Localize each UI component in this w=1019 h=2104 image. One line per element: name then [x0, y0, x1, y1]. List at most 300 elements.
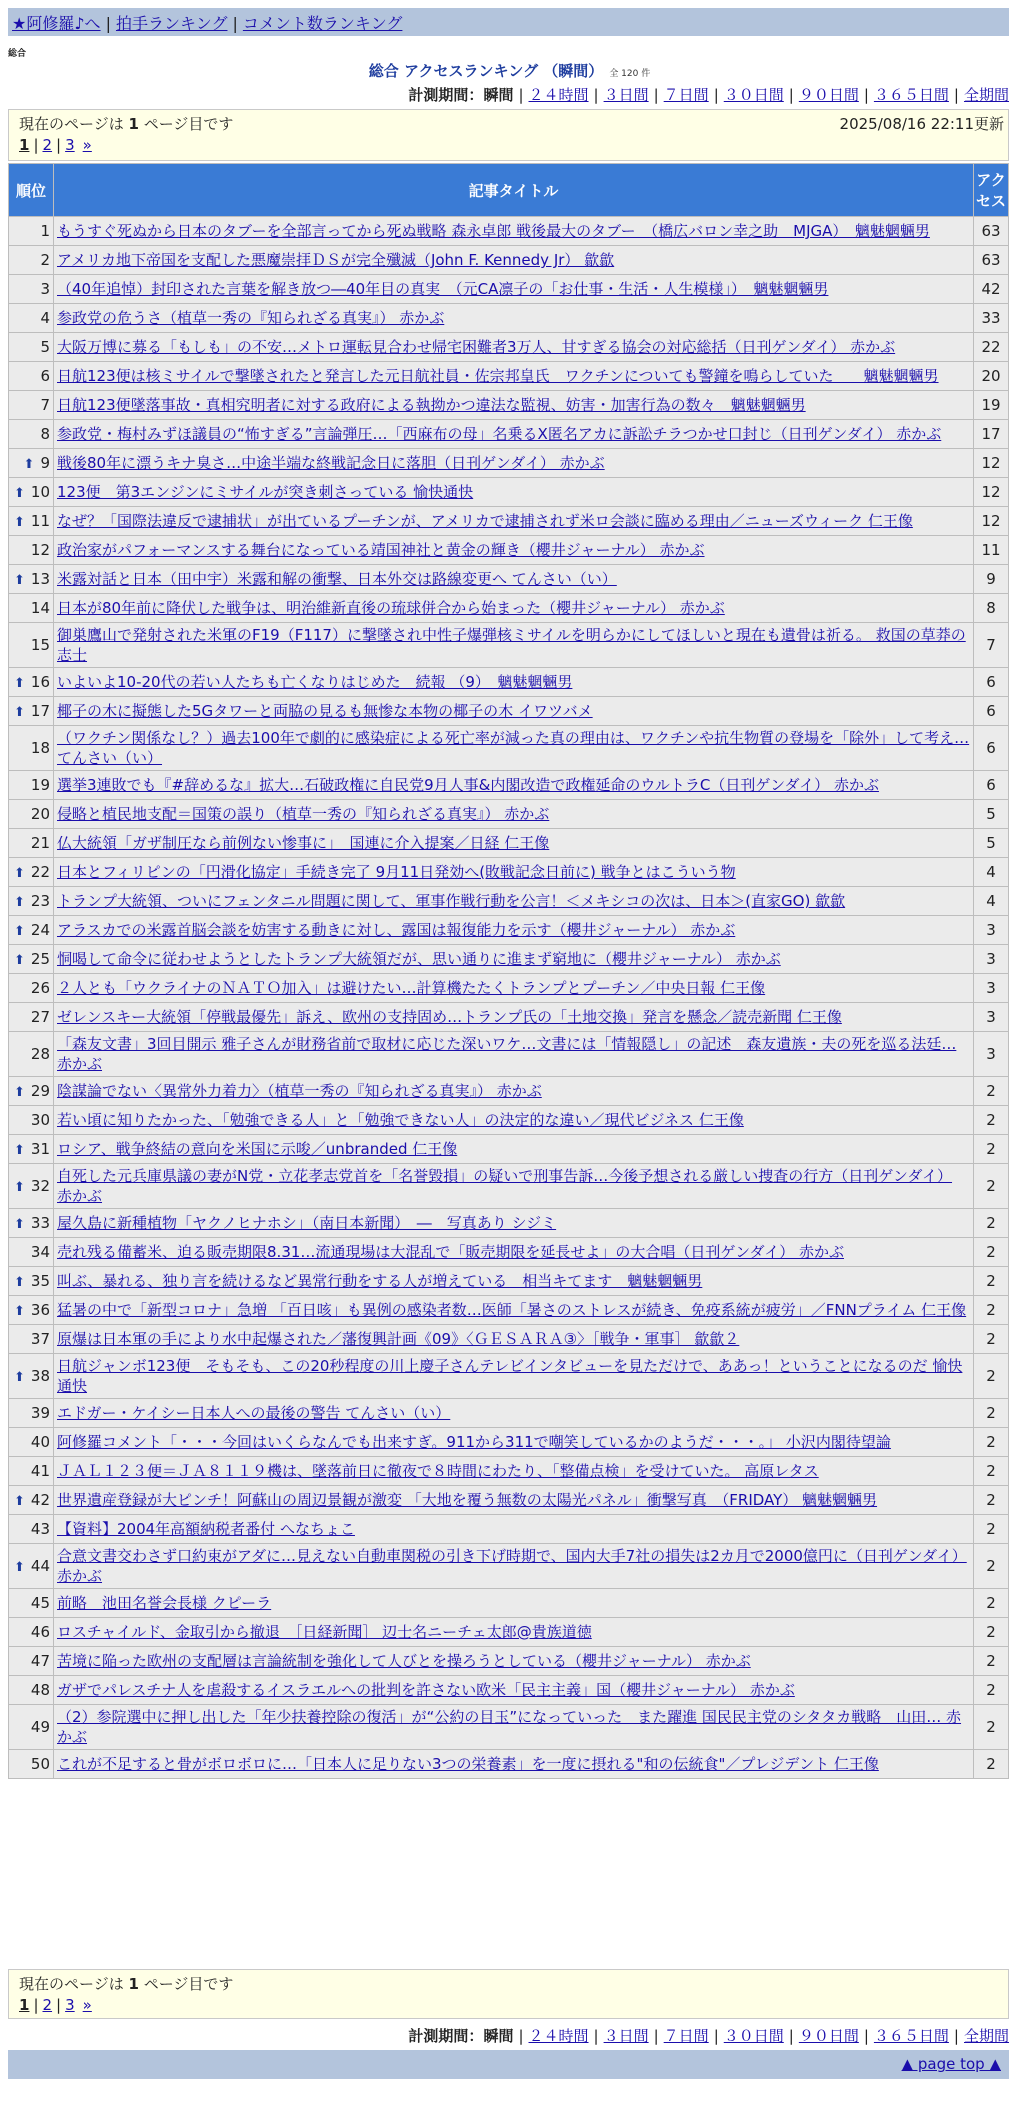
access-count: 2	[974, 1486, 1009, 1515]
title-cell	[54, 507, 974, 536]
rank-number: 25	[30, 950, 50, 968]
rank-number: 28	[30, 1045, 50, 1063]
rank-cell	[9, 391, 54, 420]
article-title-link[interactable]: ２人とも「ウクライナのＮＡＴＯ加入」は避けたい…計算機たたくトランプとプーチン／中央日報 仁王像	[57, 979, 766, 997]
title-cell	[54, 697, 974, 726]
access-count: 2	[974, 1428, 1009, 1457]
updated-timestamp: 2025/08/16 22:11更新	[839, 115, 1004, 133]
title-cell	[54, 1544, 974, 1589]
page-top-link[interactable]: ▲ page top ▲	[901, 2055, 1001, 2073]
rank-cell	[9, 1428, 54, 1457]
access-count: 2	[974, 1238, 1009, 1267]
page-links	[19, 1996, 998, 2014]
title-cell	[54, 246, 974, 275]
title-cell	[54, 1003, 974, 1032]
article-title-link[interactable]: 日本が80年前に降伏した戦争は、明治維新直後の琉球併合から始まった（櫻井ジャーナル） 赤かぶ	[57, 599, 725, 617]
period-separator: |	[863, 2027, 869, 2045]
rank-cell	[9, 829, 54, 858]
access-count: 12	[974, 507, 1009, 536]
period-selector-bottom	[408, 2025, 1009, 2046]
rank-cell	[9, 1238, 54, 1267]
rank-number: 24	[30, 921, 50, 939]
title-cell	[54, 536, 974, 565]
access-count: 2	[974, 1354, 1009, 1399]
access-count: 42	[974, 275, 1009, 304]
table-row	[9, 771, 1009, 800]
title-cell	[54, 1457, 974, 1486]
table-row	[9, 829, 1009, 858]
up-arrow-icon: ⬆	[14, 515, 25, 530]
up-arrow-icon: ⬆	[14, 1180, 25, 1195]
access-count: 2	[974, 1589, 1009, 1618]
title-cell	[54, 594, 974, 623]
up-arrow-icon: ⬆	[14, 953, 25, 968]
title-cell	[54, 1399, 974, 1428]
rank-number: 38	[30, 1367, 50, 1385]
nav-separator: |	[105, 14, 111, 33]
access-count: 6	[974, 726, 1009, 771]
page-link-1[interactable]: 1	[19, 136, 30, 154]
period-separator: |	[863, 86, 869, 104]
table-row	[9, 1296, 1009, 1325]
article-title-link[interactable]: 陰謀論でない〈異常外力着力〉（植草一秀の『知られざる真実』） 赤かぶ	[57, 1082, 542, 1100]
table-row	[9, 478, 1009, 507]
rank-cell	[9, 565, 54, 594]
article-title-link[interactable]: 屋久島に新種植物「ヤクノヒナホシ」（南日本新聞） ― 写真あり シジミ	[57, 1214, 557, 1232]
access-count: 2	[974, 1135, 1009, 1164]
article-title-link[interactable]: ガザでパレスチナ人を虐殺するイスラエルへの批判を許さない欧米「民主主義」国（櫻井ジャーナル） 赤かぶ	[57, 1681, 795, 1699]
rank-cell	[9, 449, 54, 478]
up-arrow-icon: ⬆	[14, 924, 25, 939]
rank-number: 39	[30, 1404, 50, 1422]
access-count: 4	[974, 887, 1009, 916]
rank-number: 42	[30, 1491, 50, 1509]
rank-number: 1	[40, 222, 50, 240]
home-link[interactable]: ★阿修羅♪へ	[12, 14, 101, 33]
access-count: 2	[974, 1106, 1009, 1135]
table-row	[9, 1647, 1009, 1676]
rank-number: 50	[30, 1755, 50, 1773]
pager-status	[19, 1973, 998, 1994]
article-title-link[interactable]: 日航123便墜落事故・真相究明者に対する政府による執拗かつ違法な監視、妨害・加害行為の数々 魑魅魍魎男	[57, 396, 806, 414]
article-title-link[interactable]: アメリカ地下帝国を支配した悪魔崇拝ＤＳが完全殲滅（John F. Kennedy Jr） 歙歙	[57, 251, 615, 269]
rank-cell	[9, 1106, 54, 1135]
rank-number: 13	[30, 570, 50, 588]
article-title-link[interactable]: 米露対話と日本（田中宇）米露和解の衝撃、日本外交は路線変更へ てんさい（い）	[57, 570, 617, 588]
rank-cell	[9, 478, 54, 507]
rank-cell	[9, 1515, 54, 1544]
title-cell	[54, 1267, 974, 1296]
access-count: 3	[974, 1003, 1009, 1032]
pager-current-page: 1	[128, 115, 139, 133]
rank-cell	[9, 1544, 54, 1589]
rank-number: 16	[30, 673, 50, 691]
article-title-link[interactable]: 日航123便は核ミサイルで撃墜されたと発言した元日航社員・佐宗邦皇氏 ワクチンについても警鐘を鳴らしていた 魑魅魍魎男	[57, 367, 939, 385]
pager-top	[8, 109, 1009, 161]
up-arrow-icon: ⬆	[14, 1143, 25, 1158]
table-row	[9, 1032, 1009, 1077]
access-count: 5	[974, 800, 1009, 829]
page-separator: |	[56, 136, 62, 154]
period-link-5[interactable]: ３６５日間	[873, 86, 949, 104]
period-separator: |	[653, 86, 659, 104]
table-row	[9, 623, 1009, 668]
table-row	[9, 1676, 1009, 1705]
page-title: 総合 アクセスランキング （瞬間）	[368, 62, 604, 80]
title-cell	[54, 449, 974, 478]
up-arrow-icon: ⬆	[14, 573, 25, 588]
table-row	[9, 1544, 1009, 1589]
next-page-link[interactable]: »	[82, 1996, 92, 2014]
article-title-link[interactable]: もうすぐ死ぬから日本のタブーを全部言ってから死ぬ戦略 森永卓郎 戦後最大のタブー （橋広バロン幸之助 MJGA） 魑魅魍魎男	[57, 222, 930, 240]
article-title-link[interactable]: ゼレンスキー大統領「停戦最優先」訴え、欧州の支持固め…トランプ氏の「土地交換」発言を懸念／読売新聞 仁王像	[57, 1008, 842, 1026]
table-row	[9, 1267, 1009, 1296]
title-cell	[54, 1515, 974, 1544]
up-arrow-icon: ⬆	[14, 1217, 25, 1232]
table-row	[9, 1589, 1009, 1618]
access-count: 8	[974, 594, 1009, 623]
article-title-link[interactable]: 合意文書交わさず口約束がアダに…見えない自動車関税の引き下げ時期で、国内大手7社の損失は2カ月で2000億円に（日刊ゲンダイ） 赤かぶ	[57, 1547, 967, 1585]
article-title-link[interactable]: （ワクチン関係なし？）過去100年で劇的に感染症による死亡率が減った真の理由は、ワクチンや抗生物質の登場を「除外」して考え… てんさい（い）	[57, 729, 970, 767]
period-separator: |	[593, 86, 599, 104]
article-title-link[interactable]: 叫ぶ、暴れる、独り言を続けるなど異常行動をする人が増えている 相当キてます 魑魅魍魎男	[57, 1272, 703, 1290]
article-title-link[interactable]: 大阪万博に募る「もしも」の不安…メトロ運転見合わせ帰宅困難者3万人、甘すぎる協会の対応総括（日刊ゲンダイ） 赤かぶ	[57, 338, 896, 356]
article-title-link[interactable]: これが不足すると骨がボロボロに…「日本人に足りない3つの栄養素」を一度に摂れる"和の伝統食"／プレジデント 仁王像	[57, 1755, 879, 1773]
title-cell	[54, 333, 974, 362]
access-count: 33	[974, 304, 1009, 333]
rank-cell	[9, 1003, 54, 1032]
article-title-link[interactable]: 苦境に陥った欧州の支配層は言論統制を強化して人びとを操ろうとしている（櫻井ジャーナル） 赤かぶ	[57, 1652, 751, 1670]
page-separator: |	[33, 136, 39, 154]
access-count: 2	[974, 1325, 1009, 1354]
rank-number: 46	[30, 1623, 50, 1641]
period-link-5[interactable]: ３６５日間	[873, 2027, 949, 2045]
rank-number: 4	[40, 309, 50, 327]
access-count: 17	[974, 420, 1009, 449]
access-count: 7	[974, 623, 1009, 668]
rank-cell	[9, 304, 54, 333]
rank-cell	[9, 1267, 54, 1296]
article-title-link[interactable]: 政治家がパフォーマンスする舞台になっている靖国神社と黄金の輝き（櫻井ジャーナル） 赤かぶ	[57, 541, 705, 559]
clap-ranking-link[interactable]: 拍手ランキング	[115, 14, 228, 33]
rank-cell	[9, 945, 54, 974]
article-title-link[interactable]: 【資料】2004年高額納税者番付 へなちょこ	[57, 1520, 355, 1538]
up-arrow-icon: ⬆	[14, 895, 25, 910]
rank-number: 32	[30, 1177, 50, 1195]
rank-number: 7	[40, 396, 50, 414]
article-title-link[interactable]: トランプ大統領、ついにフェンタニル問題に関して、軍事作戦行動を公言！＜メキシコの次は、日本＞(直家GO) 歙歙	[57, 892, 846, 910]
up-arrow-icon: ⬆	[23, 457, 35, 472]
page-links	[19, 136, 998, 154]
access-count: 6	[974, 697, 1009, 726]
table-row	[9, 1618, 1009, 1647]
access-count: 2	[974, 1750, 1009, 1779]
article-title-link[interactable]: 戦後80年に漂うキナ臭さ…中途半端な終戦記念日に落胆（日刊ゲンダイ） 赤かぶ	[57, 454, 605, 472]
access-count: 20	[974, 362, 1009, 391]
up-arrow-icon: ⬆	[14, 1304, 25, 1319]
access-count: 2	[974, 1457, 1009, 1486]
table-row	[9, 1705, 1009, 1750]
page-link-2[interactable]: 2	[42, 1996, 53, 2014]
top-nav-bar	[8, 8, 1009, 36]
rank-cell	[9, 1354, 54, 1399]
article-title-link[interactable]: エドガー・ケイシー日本人への最後の警告 てんさい（い）	[57, 1404, 451, 1422]
table-row	[9, 1486, 1009, 1515]
category-label: 総合	[8, 49, 27, 59]
rank-number: 22	[30, 863, 50, 881]
access-count: 4	[974, 858, 1009, 887]
rank-number: 11	[30, 512, 50, 530]
rank-number: 10	[30, 483, 50, 501]
table-row	[9, 449, 1009, 478]
article-title-link[interactable]: ＪＡＬ１２３便＝ＪＡ８１１９機は、墜落前日に徹夜で８時間にわたり、「整備点検」を受けていた。 高原レタス	[57, 1462, 819, 1480]
table-row	[9, 594, 1009, 623]
rank-number: 48	[30, 1681, 50, 1699]
bottom-bar	[8, 2050, 1009, 2079]
title-cell	[54, 1164, 974, 1209]
up-arrow-icon: ⬆	[14, 1494, 25, 1509]
title-cell	[54, 1618, 974, 1647]
table-row	[9, 391, 1009, 420]
access-count: 6	[974, 771, 1009, 800]
period-separator: |	[713, 86, 719, 104]
article-title-link[interactable]: アラスカでの米露首脳会談を妨害する動きに対し、露国は報復能力を示す（櫻井ジャーナル） 赤かぶ	[57, 921, 736, 939]
title-cell	[54, 304, 974, 333]
period-link-4[interactable]: ９０日間	[798, 2027, 859, 2045]
rank-number: 47	[30, 1652, 50, 1670]
up-arrow-icon: ⬆	[14, 1560, 25, 1575]
rank-cell	[9, 726, 54, 771]
access-count: 22	[974, 333, 1009, 362]
title-cell	[54, 275, 974, 304]
rank-cell	[9, 1135, 54, 1164]
rank-cell	[9, 668, 54, 697]
rank-cell	[9, 800, 54, 829]
period-link-2[interactable]: ７日間	[663, 2027, 709, 2045]
title-cell	[54, 1589, 974, 1618]
title-cell	[54, 1705, 974, 1750]
period-selector-top	[408, 84, 1009, 105]
title-cell	[54, 771, 974, 800]
title-cell	[54, 1296, 974, 1325]
article-title-link[interactable]: 仏大統領「ガザ制圧なら前例ない惨事に」 国連に介入提案／日経 仁王像	[57, 834, 550, 852]
comment-ranking-link[interactable]: コメント数ランキング	[242, 14, 403, 33]
article-title-link[interactable]: ロスチャイルド、金取引から撤退 ［日経新聞］ 辺士名ニーチェ太郎@貴族道徳	[57, 1623, 592, 1641]
article-title-link[interactable]: 売れ残る備蓄米、迫る販売期限8.31…流通現場は大混乱で「販売期限を延長せよ」の大合唱（日刊ゲンダイ） 赤かぶ	[57, 1243, 844, 1261]
article-title-link[interactable]: いよいよ10-20代の若い人たちも亡くなりはじめた 続報 （9） 魑魅魍魎男	[57, 673, 573, 691]
next-page-link[interactable]: »	[82, 136, 92, 154]
title-cell	[54, 391, 974, 420]
period-link-1[interactable]: ３日間	[603, 2027, 649, 2045]
table-row	[9, 1209, 1009, 1238]
table-row	[9, 1135, 1009, 1164]
access-count: 5	[974, 829, 1009, 858]
rank-cell	[9, 1325, 54, 1354]
page-link-3[interactable]: 3	[65, 136, 75, 154]
col-header-access: アクセス	[974, 164, 1009, 217]
rank-number: 23	[30, 892, 50, 910]
rank-cell	[9, 1077, 54, 1106]
rank-number: 33	[30, 1214, 50, 1232]
article-title-link[interactable]: 阿修羅コメント「・・・今回はいくらなんでも出来すぎ。911から311で嘲笑しているかのようだ・・・。」 小沢内閣待望論	[57, 1433, 891, 1451]
title-cell	[54, 623, 974, 668]
rank-cell	[9, 246, 54, 275]
page-separator: |	[33, 1996, 39, 2014]
article-title-link[interactable]: （40年追悼）封印された言葉を解き放つ―40年目の真実 （元CA凛子の「お仕事・生活・人生模様」） 魑魅魍魎男	[57, 280, 829, 298]
title-cell	[54, 1428, 974, 1457]
table-row	[9, 1003, 1009, 1032]
up-arrow-icon: ⬆	[14, 676, 25, 691]
table-row	[9, 246, 1009, 275]
rank-number: 40	[30, 1433, 50, 1451]
table-row	[9, 945, 1009, 974]
article-title-link[interactable]: 日本とフィリピンの「円滑化協定」手続き完了 9月11日発効へ(敗戦記念日前に) 戦争とはこういう物	[57, 863, 736, 881]
article-title-link[interactable]: （2）参院選中に押し出した「年少扶養控除の復活」が“公約の目玉”になっていった また躍進 国民民主党のシタタカ戦略 山田… 赤かぶ	[57, 1708, 962, 1746]
title-cell	[54, 1750, 974, 1779]
title-cell	[54, 1647, 974, 1676]
rank-cell	[9, 594, 54, 623]
period-separator: |	[518, 2027, 524, 2045]
up-arrow-icon: ⬆	[14, 1275, 25, 1290]
article-title-link[interactable]: 123便 第3エンジンにミサイルが突き刺さっている 愉快通快	[57, 483, 474, 501]
rank-number: 35	[30, 1272, 50, 1290]
article-title-link[interactable]: なぜ？「国際法違反で逮捕状」が出ているプーチンが、アメリカで逮捕されず米ロ会談に臨める理由／ニューズウィーク 仁王像	[57, 512, 913, 530]
rank-cell	[9, 1457, 54, 1486]
title-cell	[54, 800, 974, 829]
rank-number: 14	[30, 599, 50, 617]
period-separator: |	[518, 86, 524, 104]
article-title-link[interactable]: 日航ジャンボ123便 そもそも、この20秒程度の川上慶子さんテレビインタビューを見ただけで、ああっ！ということになるのだ 愉快通快	[57, 1357, 963, 1395]
table-row	[9, 1515, 1009, 1544]
table-row	[9, 333, 1009, 362]
rank-cell	[9, 536, 54, 565]
period-separator: |	[953, 2027, 959, 2045]
rank-cell	[9, 217, 54, 246]
title-cell	[54, 420, 974, 449]
period-link-1[interactable]: ３日間	[603, 86, 649, 104]
access-count: 2	[974, 1515, 1009, 1544]
page-link-2[interactable]: 2	[42, 136, 53, 154]
rank-cell	[9, 1647, 54, 1676]
period-separator: |	[653, 2027, 659, 2045]
access-count: 2	[974, 1676, 1009, 1705]
period-separator: |	[713, 2027, 719, 2045]
rank-number: 21	[30, 834, 50, 852]
access-count: 12	[974, 478, 1009, 507]
total-count: 全 120 件	[609, 69, 651, 79]
table-row	[9, 275, 1009, 304]
title-cell	[54, 1486, 974, 1515]
table-row	[9, 217, 1009, 246]
access-count: 6	[974, 668, 1009, 697]
rank-cell	[9, 1750, 54, 1779]
access-count: 12	[974, 449, 1009, 478]
title-cell	[54, 478, 974, 507]
period-link-3[interactable]: ３０日間	[723, 86, 784, 104]
rank-cell	[9, 507, 54, 536]
period-current: 瞬間	[483, 86, 514, 104]
rank-number: 27	[30, 1008, 50, 1026]
article-title-link[interactable]: 椰子の木に擬態した5Gタワーと両脇の見るも無惨な本物の椰子の木 イワツバメ	[57, 702, 593, 720]
access-count: 2	[974, 1296, 1009, 1325]
period-link-2[interactable]: ７日間	[663, 86, 709, 104]
period-link-6[interactable]: 全期間	[963, 2027, 1009, 2045]
period-link-0[interactable]: ２４時間	[528, 86, 589, 104]
title-cell	[54, 916, 974, 945]
article-title-link[interactable]: 参政党・梅村みずほ議員の“怖すぎる”言論弾圧…「西麻布の母」名乗るX匿名アカに訴訟チラつかせ口封じ（日刊ゲンダイ） 赤かぶ	[57, 425, 942, 443]
rank-number: 18	[30, 739, 50, 757]
page-link-3[interactable]: 3	[65, 1996, 75, 2014]
rank-cell	[9, 275, 54, 304]
table-row	[9, 1077, 1009, 1106]
article-title-link[interactable]: 参政党の危うさ（植草一秀の『知られざる真実』） 赤かぶ	[57, 309, 445, 327]
article-title-link[interactable]: 世界遺産登録が大ピンチ！阿蘇山の周辺景観が激変 「大地を覆う無数の太陽光パネル」衝撃写真 （FRIDAY） 魑魅魍魎男	[57, 1491, 878, 1509]
table-row	[9, 726, 1009, 771]
rank-number: 2	[40, 251, 50, 269]
period-label: 計測期間：	[408, 2027, 484, 2045]
table-row	[9, 974, 1009, 1003]
rank-number: 34	[30, 1243, 50, 1261]
article-title-link[interactable]: 自死した元兵庫県議の妻がN党・立花孝志党首を「名誉毀損」の疑いで刑事告訴…今後予想される厳しい捜査の行方（日刊ゲンダイ） 赤かぶ	[57, 1167, 953, 1205]
title-cell	[54, 829, 974, 858]
access-count: 2	[974, 1209, 1009, 1238]
rank-number: 9	[40, 454, 50, 472]
period-link-0[interactable]: ２４時間	[528, 2027, 589, 2045]
rank-cell	[9, 1296, 54, 1325]
article-title-link[interactable]: 原爆は日本軍の手により水中起爆された／藩復興計画《09》〈ＧＥＳＡＲＡ③〉［戦争・軍事］ 歙歙２	[57, 1330, 740, 1348]
rank-number: 29	[30, 1082, 50, 1100]
table-row	[9, 304, 1009, 333]
access-count: 3	[974, 974, 1009, 1003]
article-title-link[interactable]: 恫喝して命令に従わせようとしたトランプ大統領だが、思い通りに進まず窮地に（櫻井ジャーナル） 赤かぶ	[57, 950, 781, 968]
rank-cell	[9, 697, 54, 726]
access-count: 19	[974, 391, 1009, 420]
article-title-link[interactable]: 侵略と植民地支配＝国策の誤り（植草一秀の『知られざる真実』） 赤かぶ	[57, 805, 550, 823]
article-title-link[interactable]: 若い頃に知りたかった、「勉強できる人」と「勉強できない人」の決定的な違い／現代ビジネス 仁王像	[57, 1111, 744, 1129]
pager-current-page: 1	[128, 1975, 139, 1993]
rank-cell	[9, 858, 54, 887]
article-title-link[interactable]: 御巣鷹山で発射された米軍のF19（F117）に撃墜され中性子爆弾核ミサイルを明らかにしてほしいと現在も遺骨は祈る。 救国の草莽の志士	[57, 626, 966, 664]
title-cell	[54, 217, 974, 246]
period-link-6[interactable]: 全期間	[963, 86, 1009, 104]
period-link-4[interactable]: ９０日間	[798, 86, 859, 104]
title-cell	[54, 1032, 974, 1077]
title-cell	[54, 362, 974, 391]
period-link-3[interactable]: ３０日間	[723, 2027, 784, 2045]
nav-separator: |	[232, 14, 238, 33]
article-title-link[interactable]: ロシア、戦争終結の意向を米国に示唆／unbranded 仁王像	[57, 1140, 458, 1158]
table-row	[9, 1164, 1009, 1209]
rank-number: 36	[30, 1301, 50, 1319]
article-title-link[interactable]: 選挙3連敗でも『#辞めるな』拡大…石破政権に自民党9月人事&内閣改造で政権延命のウルトラC（日刊ゲンダイ） 赤かぶ	[57, 776, 879, 794]
rank-number: 30	[30, 1111, 50, 1129]
article-title-link[interactable]: 前略 池田名誉会長様 クピーラ	[57, 1594, 272, 1612]
table-row	[9, 1238, 1009, 1267]
page-link-1[interactable]: 1	[19, 1996, 30, 2014]
title-cell	[54, 1325, 974, 1354]
access-count: 2	[974, 1647, 1009, 1676]
table-row	[9, 697, 1009, 726]
rank-cell	[9, 1399, 54, 1428]
article-title-link[interactable]: 「森友文書」3回目開示 雅子さんが財務省前で取材に応じた深いワケ…文書には「情報隠し」の記述 森友遺族・夫の死を巡る法廷… 赤かぶ	[57, 1035, 957, 1073]
table-row	[9, 916, 1009, 945]
pager-text-prefix: 現在のページは	[19, 1975, 129, 1993]
table-row	[9, 1428, 1009, 1457]
access-count: 9	[974, 565, 1009, 594]
article-title-link[interactable]: 猛暑の中で「新型コロナ」急増 「百日咳」も異例の感染者数…医師「暑さのストレスが続き、免疫系統が疲労」／FNNプライム 仁王像	[57, 1301, 967, 1319]
rank-cell	[9, 1209, 54, 1238]
rank-number: 49	[30, 1718, 50, 1736]
